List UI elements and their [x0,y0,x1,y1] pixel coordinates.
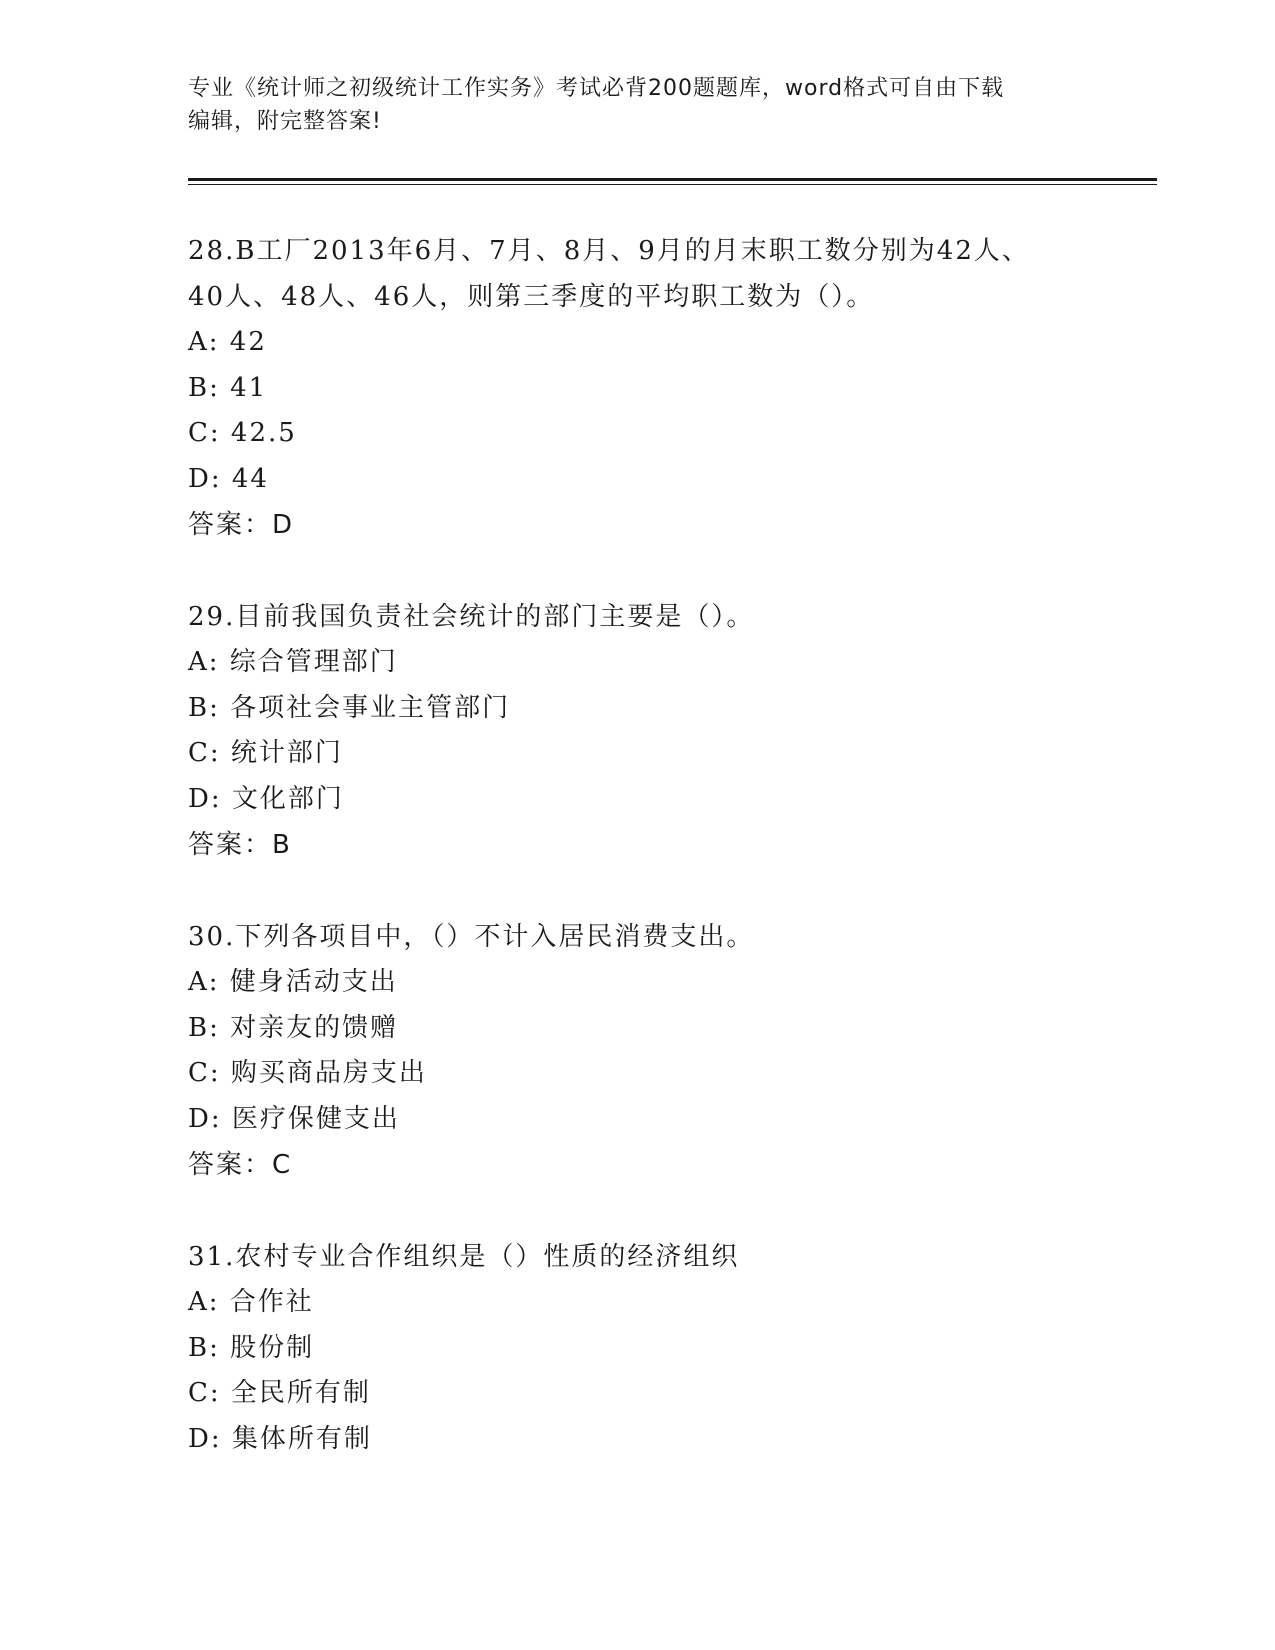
header-line-2: 编辑，附完整答案! [188,109,382,134]
option-d: D: 集体所有制 [188,1423,372,1454]
question-text: 29.目前我国负责社会统计的部门主要是（）。 [188,602,755,632]
answer: 答案：C [188,1150,293,1180]
question-list [188,228,1088,1508]
option-a: A: 健身活动支出 [188,967,398,997]
question-text-continued: 40人、48人、46人，则第三季度的平均职工数为（）。 [188,282,875,312]
option-d: D: 医疗保健支出 [188,1103,400,1134]
option-b: B: 各项社会事业主管部门 [188,692,511,723]
option-c: C: 42.5 [188,418,297,448]
header-divider-thick [188,178,1157,181]
question-29 [188,594,1088,868]
question-30 [188,914,1088,1188]
question-28 [188,228,1088,548]
option-a: A: 合作社 [188,1287,314,1317]
question-text: 31.农村专业合作组织是（）性质的经济组织 [188,1242,740,1272]
question-text: 30.下列各项目中，（）不计入居民消费支出。 [188,922,755,952]
option-b: B: 股份制 [188,1332,315,1363]
header-divider-thin [188,184,1157,185]
option-c: C: 全民所有制 [188,1378,371,1408]
question-31 [188,1234,1088,1462]
answer: 答案：D [188,510,295,540]
option-c: C: 统计部门 [188,738,343,768]
option-b: B: 对亲友的馈赠 [188,1012,399,1043]
option-d: D: 文化部门 [188,783,344,814]
document-header [188,72,1088,138]
option-a: A: 42 [188,327,267,357]
header-line-1: 专业《统计师之初级统计工作实务》考试必背200题题库，word格式可自由下载 [188,76,1005,101]
option-a: A: 综合管理部门 [188,647,398,677]
option-d: D: 44 [188,463,269,494]
question-text: 28.B工厂2013年6月、7月、8月、9月的月末职工数分别为42人、 [188,236,1030,266]
option-c: C: 购买商品房支出 [188,1058,427,1088]
answer: 答案：B [188,830,292,860]
option-b: B: 41 [188,372,268,403]
